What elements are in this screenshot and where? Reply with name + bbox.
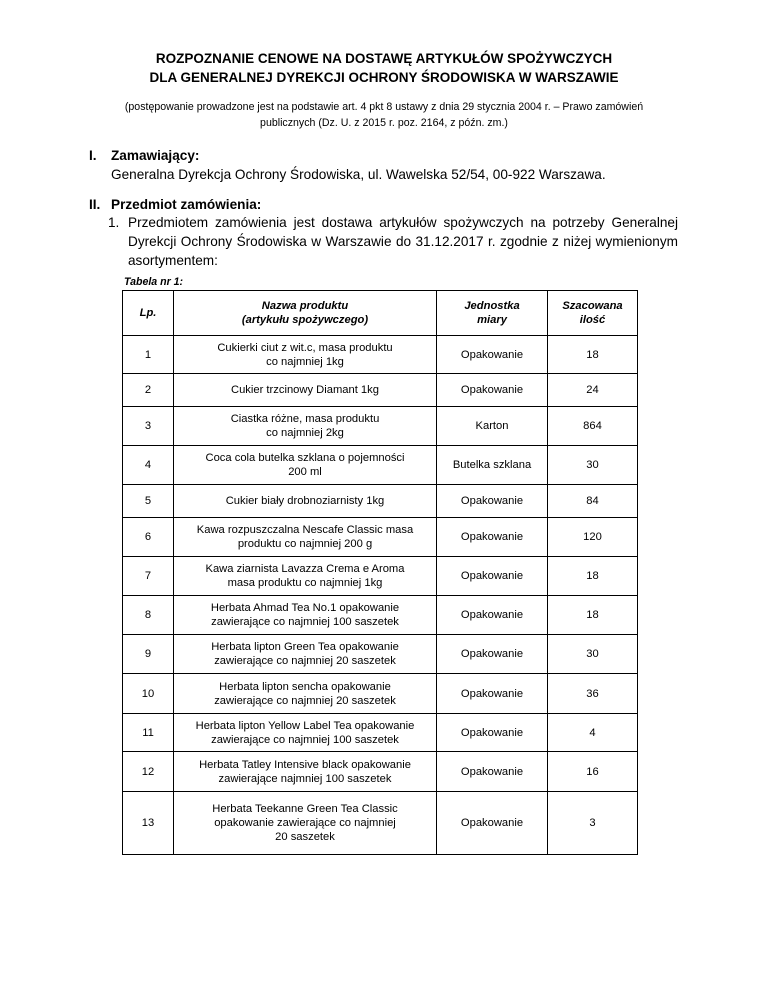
cell-lp: 3 <box>123 407 174 446</box>
cell-lp: 11 <box>123 714 174 752</box>
legal-basis-note <box>85 99 683 131</box>
header-lp: Lp. <box>123 291 174 336</box>
product-name-line: 200 ml <box>288 466 322 478</box>
legal-basis-note-line2: publicznych (Dz. U. z 2015 r. poz. 2164, z późn. zm.) <box>260 117 508 129</box>
ordering-party-text: Generalna Dyrekcja Ochrony Środowiska, ul. Wawelska 52/54, 00-922 Warszawa. <box>111 167 606 182</box>
product-name-line: Cukier biały drobnoziarnisty 1kg <box>225 495 385 507</box>
product-name-line: Kawa rozpuszczalna Nescafe Classic masa <box>196 524 414 536</box>
cell-quantity: 30 <box>548 446 638 485</box>
product-name-line: Herbata Tatley Intensive black opakowanie <box>199 758 411 771</box>
product-name-line: Cukier trzcinowy Diamant 1kg <box>231 384 379 396</box>
cell-unit: Opakowanie <box>437 714 548 752</box>
cell-lp: 13 <box>123 792 174 855</box>
product-name-line: Kawa ziarnista Lavazza Crema e Aroma <box>205 563 405 575</box>
cell-lp: 2 <box>123 374 174 407</box>
header-quantity-line2: ilość <box>579 314 606 326</box>
section-subject-heading <box>89 195 261 214</box>
cell-quantity: 4 <box>548 714 638 752</box>
table-caption: Tabela nr 1: <box>124 276 184 288</box>
cell-quantity: 3 <box>548 792 638 855</box>
header-product-name <box>174 291 437 336</box>
product-name-line: 20 saszetek <box>275 831 335 843</box>
cell-lp: 1 <box>123 336 174 374</box>
cell-lp: 7 <box>123 557 174 596</box>
cell-lp: 5 <box>123 485 174 518</box>
cell-product-name <box>174 714 437 752</box>
cell-unit: Opakowanie <box>437 485 548 518</box>
cell-quantity: 18 <box>548 596 638 635</box>
cell-unit: Opakowanie <box>437 557 548 596</box>
section-number: I. <box>89 148 97 163</box>
section-heading: Zamawiający: <box>111 148 200 163</box>
section-ordering-party-heading <box>89 146 199 165</box>
cell-unit: Opakowanie <box>437 752 548 792</box>
cell-unit: Opakowanie <box>437 336 548 374</box>
table-row <box>123 792 638 855</box>
cell-quantity: 16 <box>548 752 638 792</box>
cell-product-name <box>174 446 437 485</box>
product-name-line: opakowanie zawierające co najmniej <box>214 817 396 829</box>
product-name-line: Herbata lipton Green Tea opakowanie <box>211 641 399 653</box>
cell-product-name <box>174 635 437 674</box>
product-name-line: Herbata Teekanne Green Tea Classic <box>212 803 398 815</box>
header-product-name-line2: (artykułu spożywczego) <box>241 314 369 326</box>
cell-unit: Opakowanie <box>437 374 548 407</box>
product-name-line: zawierające co najmniej 100 saszetek <box>211 616 399 628</box>
cell-unit: Opakowanie <box>437 792 548 855</box>
cell-product-name <box>174 752 437 792</box>
cell-lp: 8 <box>123 596 174 635</box>
cell-quantity: 120 <box>548 518 638 557</box>
header-unit-line2: miary <box>477 314 507 326</box>
cell-product-name <box>174 374 437 407</box>
header-unit-line1: Jednostka <box>464 300 520 312</box>
cell-quantity: 24 <box>548 374 638 407</box>
product-name-line: Herbata Ahmad Tea No.1 opakowanie <box>210 602 400 614</box>
cell-product-name <box>174 336 437 374</box>
legal-basis-note-line1: (postępowanie prowadzone jest na podstawie art. 4 pkt 8 ustawy z dnia 29 stycznia 2004 r. – Prawo zamówień <box>124 101 644 113</box>
cell-product-name <box>174 674 437 714</box>
product-name-line: zawierające najmniej 100 saszetek <box>218 772 392 785</box>
product-name-line: zawierające co najmniej 20 saszetek <box>214 694 396 707</box>
cell-quantity: 864 <box>548 407 638 446</box>
product-name-line: Herbata lipton Yellow Label Tea opakowanie <box>195 719 415 732</box>
product-name-line: masa produktu co najmniej 1kg <box>227 577 383 589</box>
table-row <box>123 674 638 714</box>
header-product-name-line1: Nazwa produktu <box>261 300 349 312</box>
cell-product-name <box>174 557 437 596</box>
cell-unit: Opakowanie <box>437 518 548 557</box>
cell-lp: 9 <box>123 635 174 674</box>
table-row <box>123 596 638 635</box>
product-name-line: Cukierki ciut z wit.c, masa produktu <box>217 341 393 354</box>
cell-unit: Butelka szklana <box>437 446 548 485</box>
item-number: 1. <box>108 215 120 230</box>
cell-quantity: 18 <box>548 557 638 596</box>
table-row <box>123 485 638 518</box>
cell-quantity: 18 <box>548 336 638 374</box>
product-name-line: Ciastka różne, masa produktu <box>230 413 380 425</box>
cell-unit: Opakowanie <box>437 674 548 714</box>
cell-product-name <box>174 518 437 557</box>
product-name-line: zawierające co najmniej 100 saszetek <box>211 733 399 746</box>
cell-lp: 6 <box>123 518 174 557</box>
cell-product-name <box>174 407 437 446</box>
cell-lp: 4 <box>123 446 174 485</box>
header-unit <box>437 291 548 336</box>
cell-quantity: 30 <box>548 635 638 674</box>
cell-unit: Karton <box>437 407 548 446</box>
cell-product-name <box>174 485 437 518</box>
product-name-line: Coca cola butelka szklana o pojemności <box>205 452 405 464</box>
cell-product-name <box>174 596 437 635</box>
product-name-line: zawierające co najmniej 20 saszetek <box>214 655 396 667</box>
table-row <box>123 557 638 596</box>
table-row <box>123 635 638 674</box>
table-row <box>123 446 638 485</box>
document-title-line2: DLA GENERALNEJ DYREKCJI OCHRONY ŚRODOWISKA W WARSZAWIE <box>149 70 619 85</box>
table-row <box>123 407 638 446</box>
cell-lp: 12 <box>123 752 174 792</box>
product-table <box>122 290 638 855</box>
cell-lp: 10 <box>123 674 174 714</box>
header-quantity-line1: Szacowana <box>562 300 623 312</box>
cell-unit: Opakowanie <box>437 635 548 674</box>
header-quantity <box>548 291 638 336</box>
cell-product-name <box>174 792 437 855</box>
cell-quantity: 84 <box>548 485 638 518</box>
table-row <box>123 374 638 407</box>
section-number: II. <box>89 197 101 212</box>
product-name-line: co najmniej 1kg <box>266 355 344 368</box>
table-row <box>123 714 638 752</box>
section-heading: Przedmiot zamówienia: <box>111 197 262 212</box>
cell-quantity: 36 <box>548 674 638 714</box>
document-title-line1: ROZPOZNANIE CENOWE NA DOSTAWĘ ARTYKUŁÓW SPOŻYWCZYCH <box>155 51 613 66</box>
table-row <box>123 752 638 792</box>
product-name-line: produktu co najmniej 200 g <box>237 538 373 550</box>
product-name-line: Herbata lipton sencha opakowanie <box>219 680 391 693</box>
table-row <box>123 336 638 374</box>
table-row <box>123 518 638 557</box>
item-text: Przedmiotem zamówienia jest dostawa artykułów spożywczych na potrzeby Generalnej Dyrekcji Ochrony Środowiska w Warszawie do 31.12.2017 r. zgodnie z niżej wymienionym asortymentem: <box>128 215 678 268</box>
table-header-row <box>123 291 638 336</box>
cell-unit: Opakowanie <box>437 596 548 635</box>
product-name-line: co najmniej 2kg <box>266 427 344 439</box>
